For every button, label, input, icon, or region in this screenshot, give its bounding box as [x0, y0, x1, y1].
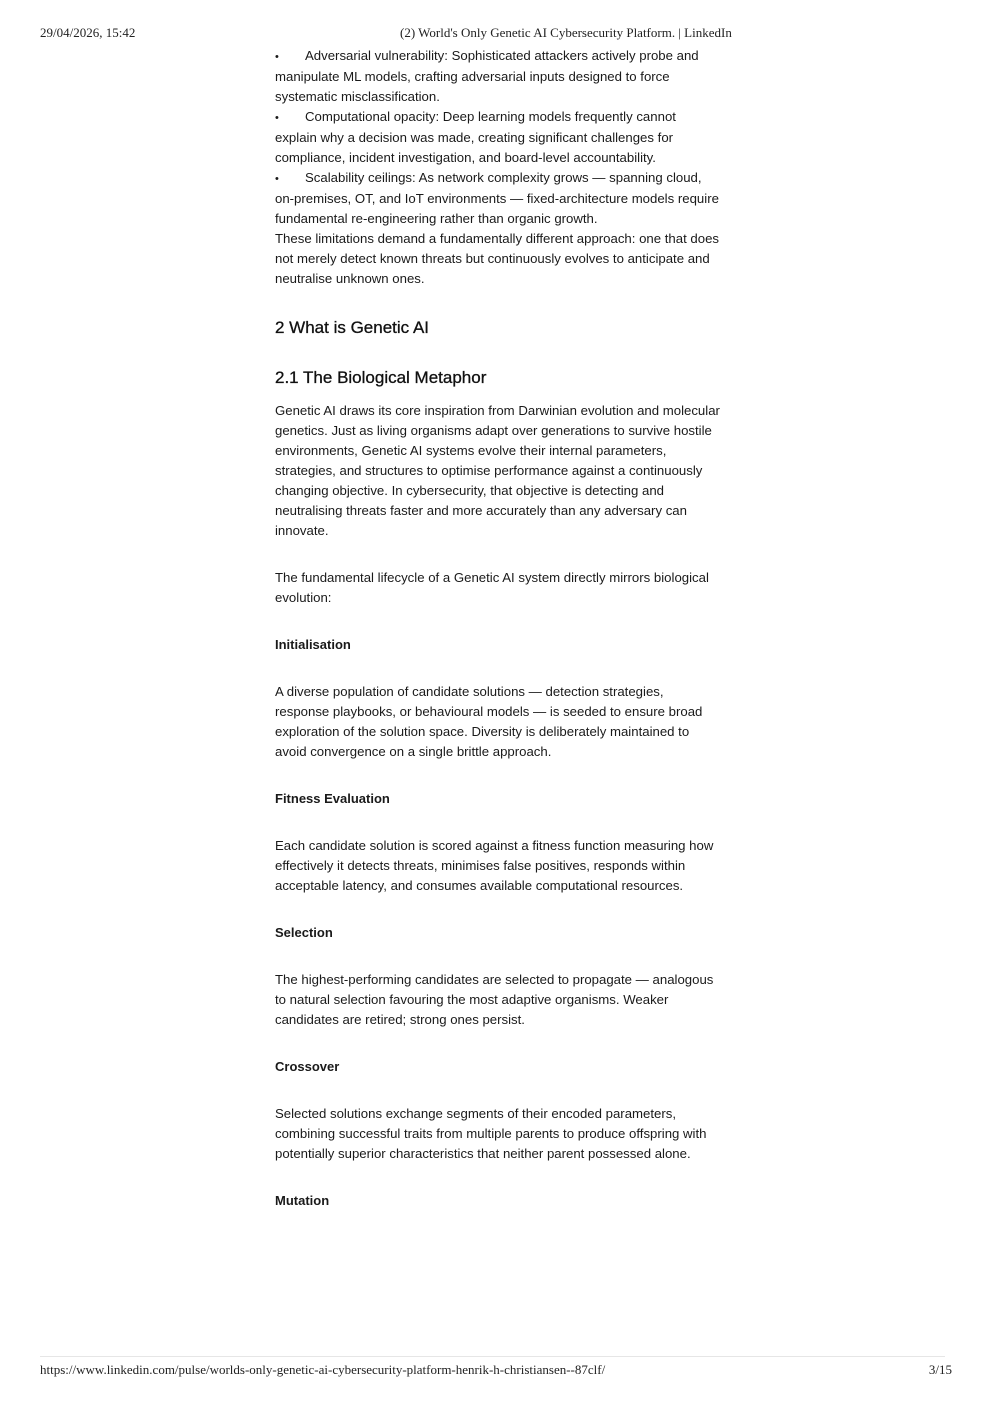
print-url: https://www.linkedin.com/pulse/worlds-only-genetic-ai-cybersecurity-platform-henrik-h-christiansen--87clf/ [40, 1362, 606, 1377]
bullet-mark: • [275, 51, 279, 63]
subsection-heading: 2.1 The Biological Metaphor [275, 368, 487, 387]
stage-title-mutation: Mutation [275, 1193, 330, 1208]
limitations-paragraph: These limitations demand a fundamentally different approach: one that does not merely detect known threats but continuously evolves to anticipate and neutralise unknown ones. [275, 231, 720, 286]
bullet-text: Computational opacity: Deep learning models frequently cannot explain why a decision was made, creating significant challenges for compliance, incident investigation, and board-level accountability. [275, 109, 676, 165]
print-header [40, 25, 952, 41]
stage-text-selection: The highest-performing candidates are selected to propagate — analogous to natural selection favouring the most adaptive organisms. Weaker candidates are retired; strong ones persist. [275, 972, 714, 1027]
bullet-item [275, 107, 720, 168]
article-body [275, 46, 720, 1238]
stage-title-initialisation: Initialisation [275, 637, 351, 652]
stage-title-fitness-evaluation: Fitness Evaluation [275, 791, 390, 806]
bullet-item [275, 46, 720, 107]
stage-title-selection: Selection [275, 925, 333, 940]
page-counter: 3/15 [928, 1362, 952, 1377]
print-page-title: (2) World's Only Genetic AI Cybersecurity Platform. | LinkedIn [400, 25, 732, 40]
stage-text-crossover: Selected solutions exchange segments of their encoded parameters, combining successful traits from multiple parents to produce offspring with potentially superior characteristics that neither parent possessed alone. [275, 1106, 707, 1161]
stage-text-initialisation: A diverse population of candidate solutions — detection strategies, response playbooks, or behavioural models — is seeded to ensure broad exploration of the solution space. Diversity is deliberately maintained to avoid convergence on a single brittle approach. [275, 684, 703, 759]
lifecycle-paragraph: The fundamental lifecycle of a Genetic AI system directly mirrors biological evolution: [275, 570, 709, 605]
bullet-mark: • [275, 173, 279, 185]
stage-title-crossover: Crossover [275, 1059, 340, 1074]
intro-paragraph: Genetic AI draws its core inspiration from Darwinian evolution and molecular genetics. Just as living organisms adapt over generations to survive hostile environments, Genetic AI systems evolve their internal parameters, strategies, and structures to optimise performance against a continuously changing objective. In cybersecurity, that objective is detecting and neutralising threats faster and more accurately than any adversary can innovate. [275, 403, 720, 538]
footer-divider [40, 1356, 945, 1357]
bullet-text: Scalability ceilings: As network complexity grows — spanning cloud, on-premises, OT, and IoT environments — fixed-architecture models require fundamental re-engineering rather than organic growth. [275, 170, 719, 226]
section-heading: 2 What is Genetic AI [275, 318, 430, 337]
bullet-mark: • [275, 112, 279, 124]
bullet-text: Adversarial vulnerability: Sophisticated attackers actively probe and manipulate ML models, crafting adversarial inputs designed to force systematic misclassification. [275, 48, 699, 104]
print-datetime: 29/04/2026, 15:42 [40, 25, 136, 40]
stage-text-fitness-evaluation: Each candidate solution is scored against a fitness function measuring how effectively it detects threats, minimises false positives, responds within acceptable latency, and consumes available computational resources. [275, 838, 714, 893]
bullet-item [275, 168, 720, 229]
